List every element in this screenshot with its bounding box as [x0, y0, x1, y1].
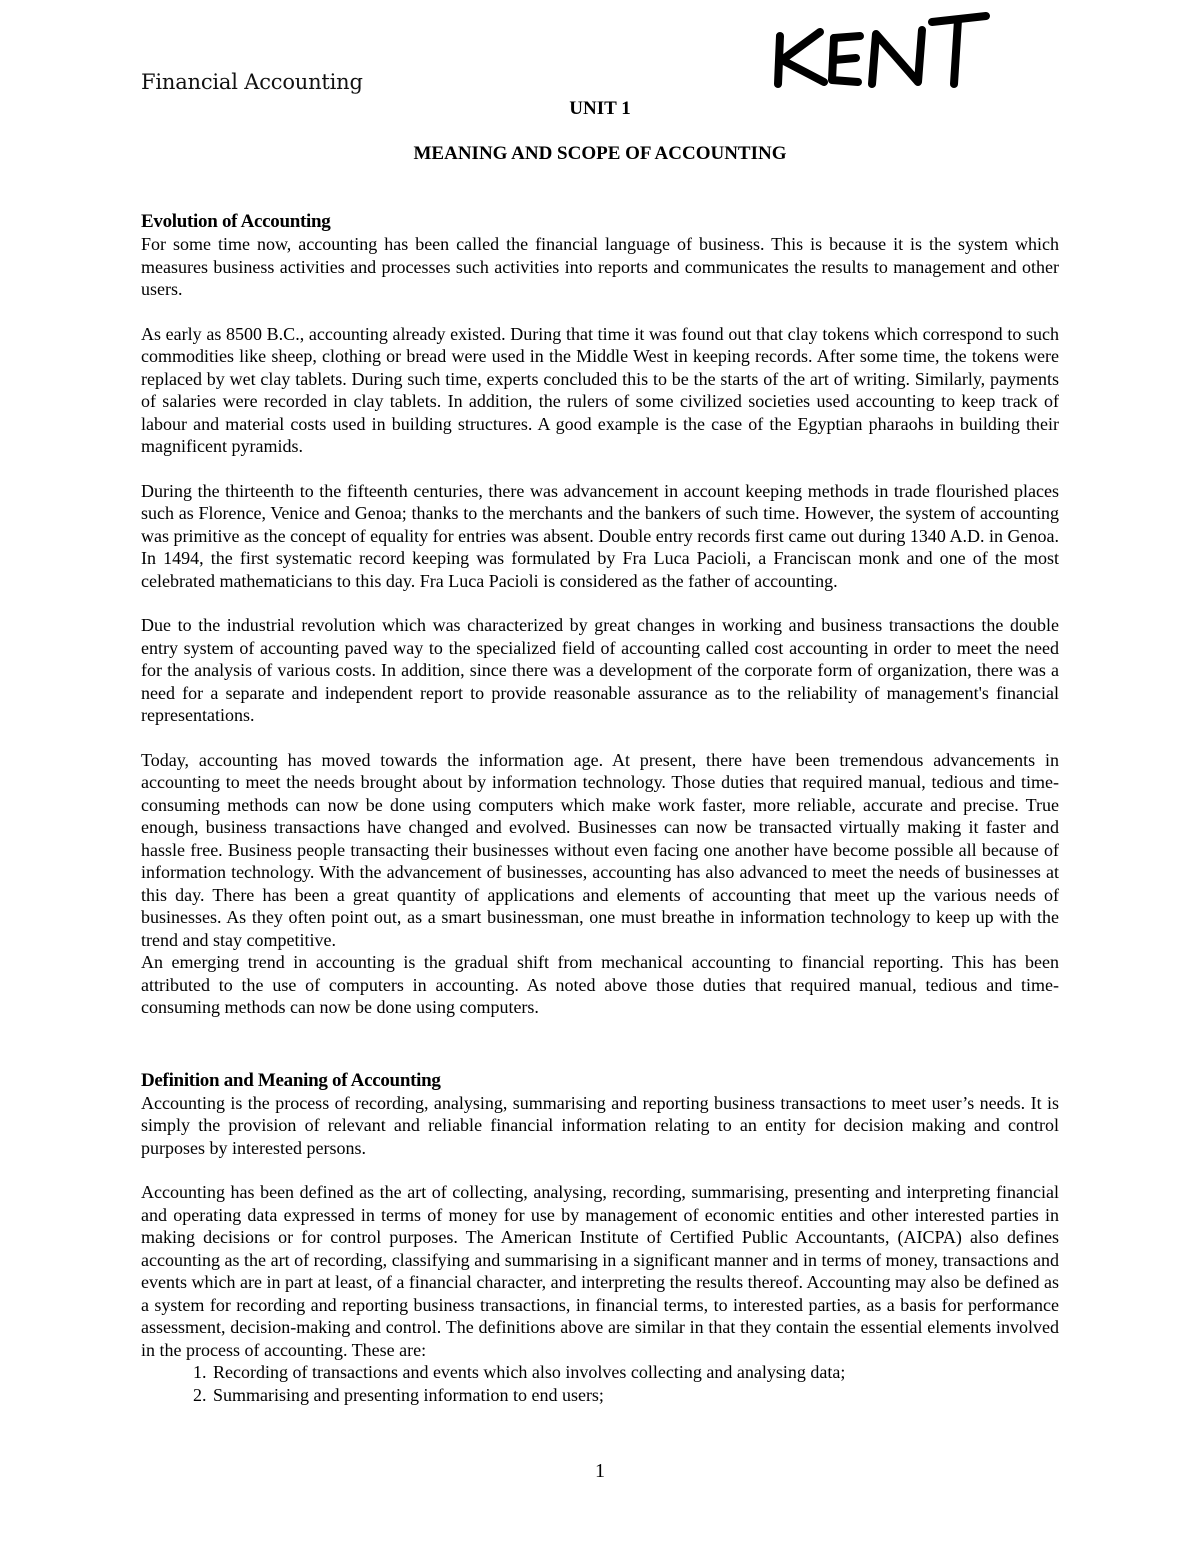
paragraph: An emerging trend in accounting is the gradual shift from mechanical accounting to financial reporting. This has been attributed to the use of computers in accounting. As noted above those duties that required manual, tedious and time-consuming methods can now be done using computers. — [141, 952, 1059, 1017]
paragraph: Accounting has been defined as the art of collecting, analysing, recording, summarising, presenting and interpreting financial and operating data expressed in terms of money for use by management of economic entities and other interested parties in making decisions or for control purposes. The American Institute of Certified Public Accountants, (AICPA) also defines accounting as the art of recording, classifying and summarising in a significant manner and in terms of money, transactions and events which are in part at least, of a financial character, and interpreting the results thereof. Accounting may also be defined as a system for recording and reporting business transactions, in financial terms, to interested parties, as a basis for performance assessment, decision-making and control. The definitions above are similar in that they contain the essential elements involved in the process of accounting. These are: — [141, 1182, 1059, 1360]
section-heading-definition: Definition and Meaning of Accounting — [141, 1069, 441, 1091]
kent-logo — [768, 8, 996, 90]
document-body — [141, 210, 1059, 1406]
unit-number: UNIT 1 — [569, 98, 631, 119]
list-item: 2. Summarising and presenting information to end users; — [211, 1384, 1059, 1407]
page-number: 1 — [595, 1460, 605, 1482]
list-item: 1. Recording of transactions and events which also involves collecting and analysing data; — [211, 1361, 1059, 1384]
paragraph: During the thirteenth to the fifteenth centuries, there was advancement in account keeping methods in trade flourished places such as Florence, Venice and Genoa; thanks to the merchants and the bankers of such time. However, the system of accounting was primitive as the concept of equality for entries was absent. Double entry records first came out during 1340 A.D. in Genoa. In 1494, the first systematic record keeping was formulated by Fra Luca Pacioli, a Franciscan monk and one of the most celebrated mathematicians to this day. Fra Luca Pacioli is considered as the father of accounting. — [141, 480, 1059, 591]
unit-title: MEANING AND SCOPE OF ACCOUNTING — [413, 143, 787, 164]
numbered-list — [141, 1361, 1059, 1406]
paragraph: As early as 8500 B.C., accounting already existed. During that time it was found out that clay tokens which correspond to such commodities like sheep, clothing or bread were used in the Middle West in keeping records. After some time, the tokens were replaced by wet clay tablets. During such time, experts concluded this to be the starts of the art of writing. Similarly, payments of salaries were recorded in clay tablets. In addition, the rulers of some civilized societies used accounting to keep track of labour and material costs used in building structures. A good example is the case of the Egyptian pharaohs in building their magnificent pyramids. — [141, 323, 1059, 456]
paragraph: For some time now, accounting has been called the financial language of business. This is because it is the system which measures business activities and processes such activities into reports and communicates the results to management and other users. — [141, 234, 1059, 299]
section-heading-evolution: Evolution of Accounting — [141, 211, 331, 232]
running-header: Financial Accounting — [141, 70, 363, 94]
paragraph: Today, accounting has moved towards the information age. At present, there have been tremendous advancements in accounting to meet the needs brought about by information technology. Those duties that required manual, tedious and time-consuming methods can now be done using computers which make work faster, more reliable, accurate and precise. True enough, business transactions have changed and evolved. Businesses can now be transacted virtually making it faster and hassle free. Business people transacting their businesses without even facing one another have become possible all because of information technology. With the advancement of businesses, accounting has also advanced to meet the needs of businesses at this day. There has been a great quantity of applications and elements of accounting that meet up the various needs of businesses. As they often point out, as a smart businessman, one must breathe in information technology to keep up with the trend and stay competitive. — [141, 749, 1059, 950]
paragraph: Due to the industrial revolution which was characterized by great changes in working and business transactions the double entry system of accounting paved way to the specialized field of accounting called cost accounting in order to meet the need for the analysis of various costs. In addition, since there was a development of the corporate form of organization, there was a need for a separate and independent report to provide reasonable assurance as to the reliability of management's financial representations. — [141, 615, 1059, 725]
paragraph: Accounting is the process of recording, analysing, summarising and reporting business transactions to meet user’s needs. It is simply the provision of relevant and reliable financial information relating to an entity for decision making and control purposes by interested persons. — [141, 1092, 1059, 1158]
